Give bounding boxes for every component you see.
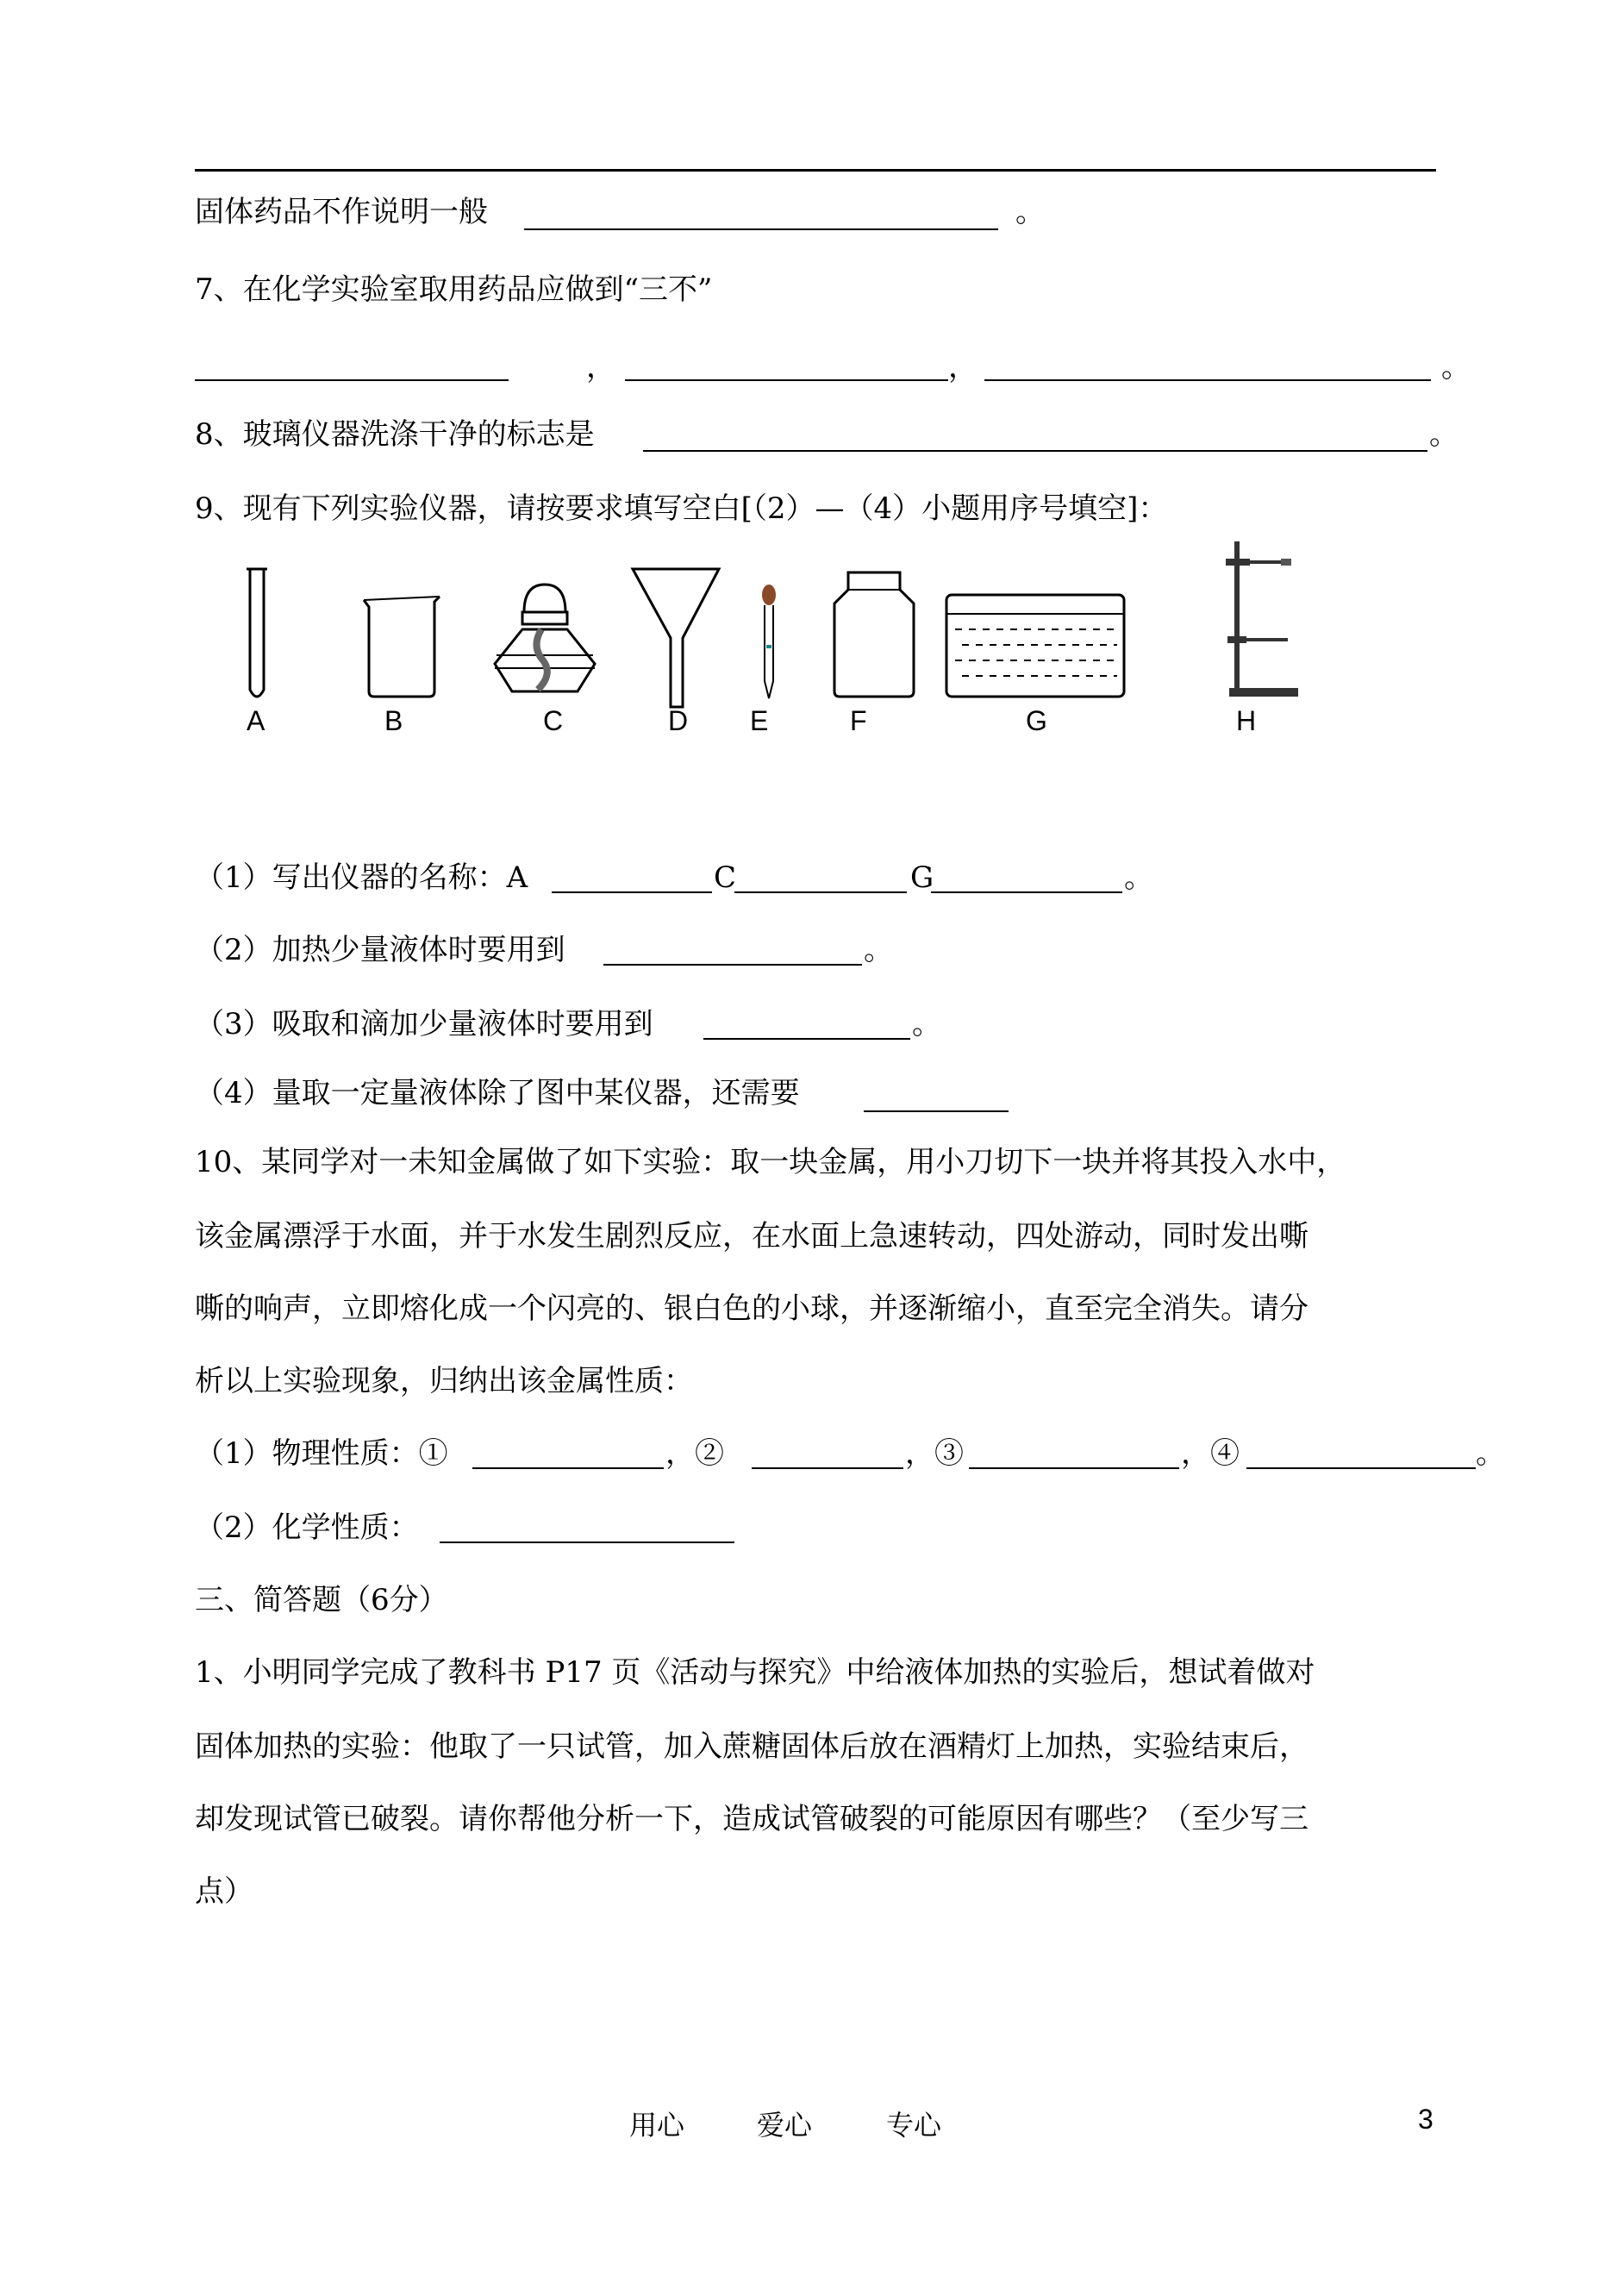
figure-label-b: B [384, 705, 403, 736]
question-10-1: （1）物理性质：① [195, 1436, 448, 1471]
funnel-icon [633, 569, 719, 707]
text-line: 析以上实验现象，归纳出该金属性质： [195, 1364, 693, 1398]
beaker-icon [364, 597, 440, 697]
text-line: 却发现试管已破裂。请你帮他分析一下，造成试管破裂的可能原因有哪些？（至少写三 [195, 1802, 1309, 1836]
text-line: 该金属漂浮于水面，并于水发生剧烈反应，在水面上急速转动，四处游动，同时发出嘶 [195, 1219, 1309, 1254]
question-s1: 1、小明同学完成了教科书 P17 页《活动与探究》中给液体加热的实验后，想试着做对 [195, 1655, 1315, 1690]
answer-blank[interactable] [625, 379, 948, 381]
punct: 。 [1476, 1436, 1505, 1471]
answer-blank[interactable] [984, 379, 1431, 381]
footer-text: 用心 [629, 2109, 685, 2142]
answer-blank[interactable] [603, 964, 862, 966]
answer-blank-2[interactable] [752, 1467, 903, 1469]
section-heading: 三、简答题（6分） [195, 1583, 448, 1617]
punct: ， [586, 350, 615, 385]
punct: ， [948, 350, 978, 385]
punct: 。 [912, 1007, 941, 1041]
footer-text: 爱心 [757, 2109, 813, 2142]
punct: 。 [1124, 860, 1153, 895]
answer-blank[interactable] [643, 450, 1427, 452]
figure-label-c: C [543, 705, 564, 736]
test-tube-icon [247, 569, 267, 697]
punct: 。 [864, 933, 893, 967]
punct: ，③ [905, 1436, 964, 1471]
question-8: 8、玻璃仪器洗涤干净的标志是 [195, 417, 595, 452]
question-10-2: （2）化学性质： [195, 1510, 419, 1545]
answer-blank-a[interactable] [552, 891, 712, 893]
answer-blank-g[interactable] [931, 891, 1122, 893]
figure-label-a: A [247, 705, 265, 736]
text-line-1: 固体药品不作说明一般 [195, 195, 488, 229]
question-9-3: （3）吸取和滴加少量液体时要用到 [195, 1007, 653, 1041]
question-9-1: （1）写出仪器的名称：A [195, 860, 528, 895]
text-line: 固体加热的实验：他取了一只试管，加入蔗糖固体后放在酒精灯上加热，实验结束后， [195, 1729, 1309, 1764]
punct: ，② [665, 1436, 724, 1471]
label-g: G [910, 860, 934, 895]
question-9-4: （4）量取一定量液体除了图中某仪器，还需要 [195, 1076, 800, 1110]
answer-blank[interactable] [195, 379, 509, 381]
text-line: 嘶的响声，立即熔化成一个闪亮的、银白色的小球，并逐渐缩小，直至完全消失。请分 [195, 1291, 1309, 1326]
iron-stand-icon [1226, 541, 1298, 697]
reagent-bottle-icon [834, 572, 914, 697]
answer-blank[interactable] [703, 1038, 910, 1040]
footer-text: 专心 [886, 2109, 942, 2142]
answer-blank[interactable] [440, 1541, 734, 1543]
punct: 。 [1441, 350, 1471, 385]
figure-label-d: D [668, 705, 689, 736]
figure-label-e: E [750, 705, 769, 736]
question-7: 7、在化学实验室取用药品应做到“三不” [195, 272, 713, 307]
answer-blank-c[interactable] [734, 891, 907, 893]
punct: 。 [1015, 195, 1045, 229]
answer-blank-1[interactable] [472, 1467, 664, 1469]
alcohol-lamp-icon [495, 585, 595, 691]
question-9-2: （2）加热少量液体时要用到 [195, 933, 565, 967]
question-9: 9、现有下列实验仪器，请按要求填写空白[（2）—（4）小题用序号填空]： [195, 491, 1168, 526]
punct: 。 [1429, 417, 1458, 452]
header-rule [195, 169, 1436, 172]
answer-blank[interactable] [864, 1110, 1009, 1112]
answer-blank[interactable] [524, 228, 998, 230]
figure-label-f: F [850, 705, 867, 736]
punct: ，④ [1181, 1436, 1240, 1471]
text-line: 点） [195, 1874, 253, 1909]
page-number: 3 [1418, 2104, 1433, 2135]
water-trough-icon [946, 595, 1124, 697]
answer-blank-3[interactable] [969, 1467, 1179, 1469]
question-10: 10、某同学对一未知金属做了如下实验：取一块金属，用小刀切下一块并将其投入水中， [195, 1145, 1346, 1179]
label-c: C [714, 860, 737, 895]
answer-blank-4[interactable] [1246, 1467, 1476, 1469]
dropper-icon [762, 585, 776, 698]
figure-label-h: H [1236, 705, 1257, 736]
figure-label-g: G [1026, 705, 1047, 736]
